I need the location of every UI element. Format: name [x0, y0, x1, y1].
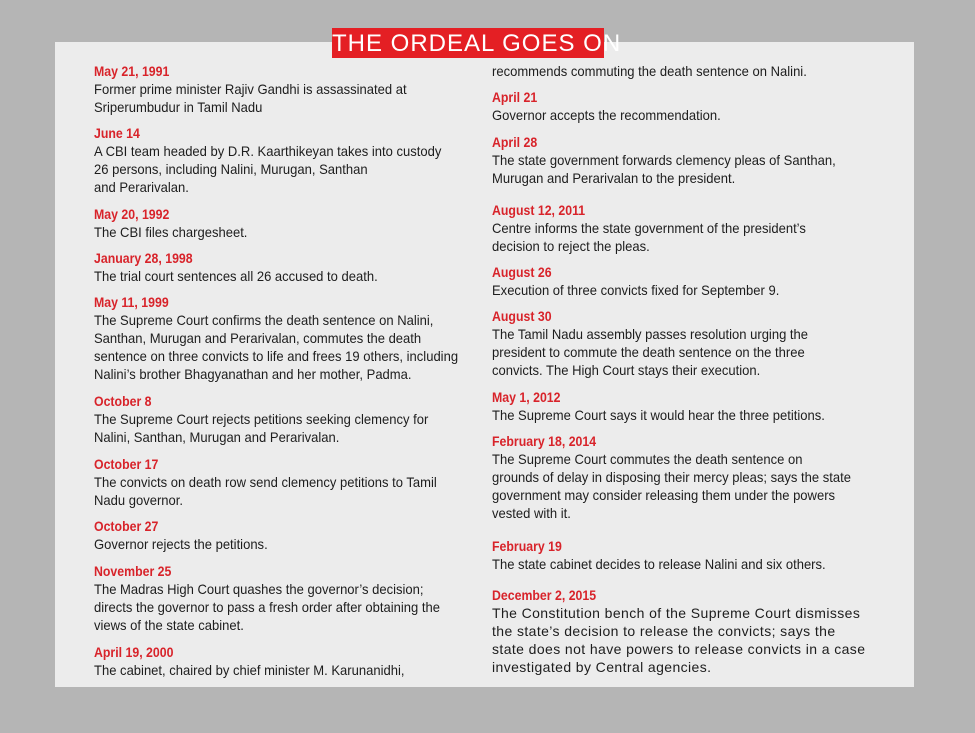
entry-date: October 17	[94, 456, 159, 472]
entry-date: February 18, 2014	[492, 433, 597, 449]
entry-text: A CBI team headed by D.R. Kaarthikeyan takes into custody 26 persons, including Nalini, Murugan, Santhan and Perarivalan.	[94, 143, 442, 195]
timeline-entry	[492, 133, 892, 187]
timeline-entry	[492, 263, 892, 299]
entry-text: The Constitution bench of the Supreme Court dismisses the state’s decision to release the convicts; says the state does not have powers to release convicts in a case investigated by Central agencies.	[492, 605, 866, 675]
entry-text: Governor accepts the recommendation.	[492, 107, 721, 123]
entry-date: April 21	[492, 89, 538, 105]
entry-text: The cabinet, chaired by chief minister M. Karunanidhi,	[94, 662, 405, 678]
entry-date: June 14	[94, 125, 140, 141]
entry-text: Execution of three convicts fixed for September 9.	[492, 282, 780, 298]
timeline-entry	[94, 205, 486, 241]
entry-date: December 2, 2015	[492, 587, 597, 603]
entry-text: The CBI files chargesheet.	[94, 224, 248, 240]
entry-date: October 27	[94, 518, 159, 534]
timeline-entry	[492, 432, 892, 522]
entry-text: The Supreme Court commutes the death sentence on grounds of delay in disposing their mercy pleas; says the state government may consider releasing them under the powers vested with it.	[492, 451, 851, 521]
page-title: THE ORDEAL GOES ON	[332, 30, 622, 57]
timeline-entry	[492, 586, 892, 676]
entry-date: April 28	[492, 134, 538, 150]
timeline-entry	[94, 249, 486, 285]
entry-date: August 12, 2011	[492, 202, 586, 218]
entry-text: The Supreme Court rejects petitions seeking clemency for Nalini, Santhan, Murugan and Perarivalan.	[94, 411, 429, 445]
timeline-entry	[94, 562, 486, 634]
timeline-entry	[94, 455, 486, 509]
entry-date: May 20, 1992	[94, 206, 170, 222]
entry-text: The state government forwards clemency pleas of Santhan, Murugan and Perarivalan to the president.	[492, 152, 836, 186]
entry-date: May 21, 1991	[94, 63, 170, 79]
entry-date: February 19	[492, 538, 562, 554]
entry-text: The Madras High Court quashes the governor’s decision; directs the governor to pass a fresh order after obtaining the views of the state cabinet.	[94, 581, 440, 633]
timeline-entry	[94, 62, 486, 116]
entry-date: August 30	[492, 308, 552, 324]
entry-date: May 11, 1999	[94, 294, 169, 310]
entry-text: The Supreme Court says it would hear the three petitions.	[492, 407, 825, 423]
entry-text: The convicts on death row send clemency petitions to Tamil Nadu governor.	[94, 474, 437, 508]
timeline-entry	[94, 643, 486, 679]
entry-text: Centre informs the state government of the president’s decision to reject the pleas.	[492, 220, 806, 254]
timeline-entry	[94, 293, 486, 383]
timeline-entry	[492, 388, 892, 424]
timeline-entry	[492, 537, 892, 573]
entry-text: The trial court sentences all 26 accused to death.	[94, 268, 378, 284]
timeline-entry	[492, 201, 892, 255]
entry-date: October 8	[94, 393, 152, 409]
timeline-entry	[492, 88, 892, 124]
entry-date: November 25	[94, 563, 172, 579]
timeline-entry	[492, 307, 892, 379]
entry-text: Governor rejects the petitions.	[94, 536, 268, 552]
entry-date: January 28, 1998	[94, 250, 193, 266]
entry-date: May 1, 2012	[492, 389, 561, 405]
entry-text: The Tamil Nadu assembly passes resolution urging the president to commute the death sentence on the three convicts. The High Court stays their execution.	[492, 326, 809, 378]
entry-date: April 19, 2000	[94, 644, 174, 660]
entry-text: recommends commuting the death sentence on Nalini.	[492, 63, 807, 79]
timeline-entry	[94, 392, 486, 446]
entry-text: The Supreme Court confirms the death sentence on Nalini, Santhan, Murugan and Perarivalan, commutes the death sentence on three convicts to life and frees 19 others, including Nalini’s brother Bhagyanathan and her mother, Padma.	[94, 312, 459, 382]
entry-date: August 26	[492, 264, 552, 280]
entry-text: The state cabinet decides to release Nalini and six others.	[492, 556, 826, 572]
entry-text: Former prime minister Rajiv Gandhi is assassinated at Sriperumbudur in Tamil Nadu	[94, 81, 407, 115]
timeline-entry	[492, 62, 892, 80]
timeline-entry	[94, 517, 486, 553]
timeline-entry	[94, 124, 486, 196]
